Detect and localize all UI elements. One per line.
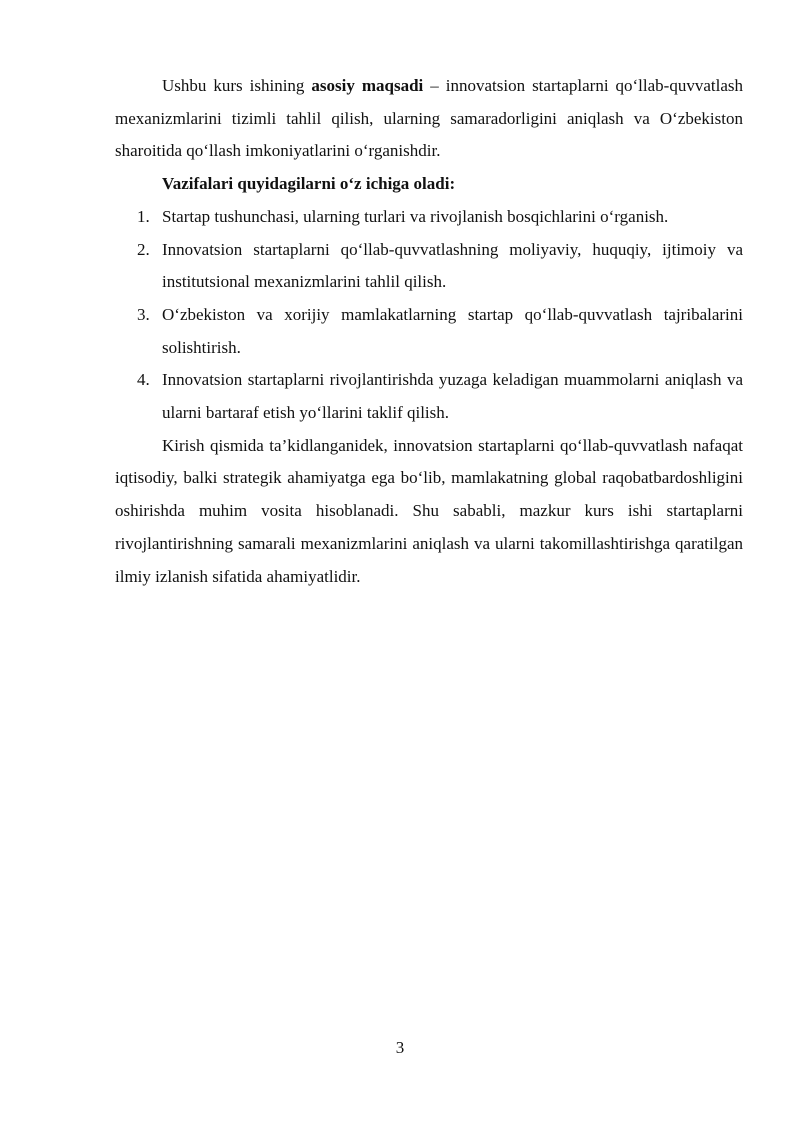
list-item-number: 2. — [137, 239, 150, 259]
intro-text-end: – innovatsion startaplarni qo‘llab-quvvatlash mexanizmlarini tizimli tahlil qilish, ularning samaradorligini aniqlash va O‘zbekiston sharoitida qo‘llash imkoniyatlarini o‘rganishdir. — [115, 76, 743, 161]
list-item — [115, 234, 743, 299]
list-item-text: Innovatsion startaplarni rivojlantirishda yuzaga keladigan muammolarni aniqlash va ularni bartaraf etish yo‘llarini taklif qilish. — [162, 370, 743, 423]
conclusion-paragraph: Kirish qismida ta’kidlanganidek, innovatsion startaplarni qo‘llab-quvvatlash nafaqat iqtisodiy, balki strategik ahamiyatga ega bo‘lib, mamlakatning global raqobatbardoshligini oshirishda muhim vosita hisoblanadi. Shu sababli, mazkur kurs ishi startaplarni rivojlantirishning samarali mexanizmlarini aniqlash va ularni takomillashtirishga qaratilgan ilmiy izlanish sifatida ahamiyatlidir. — [115, 435, 743, 586]
list-item-number: 4. — [137, 370, 150, 390]
intro-bold-term: asosiy maqsadi — [311, 76, 424, 95]
list-item-text: Innovatsion startaplarni qo‘llab-quvvatlashning moliyaviy, huquqiy, ijtimoiy va institutsional mexanizmlarini tahlil qilish. — [162, 239, 743, 292]
tasks-list — [115, 201, 743, 430]
tasks-heading: Vazifalari quyidagilarni o‘z ichiga oladi: — [162, 174, 456, 194]
list-item — [115, 299, 743, 364]
list-item-number: 3. — [137, 304, 150, 324]
list-item-text: O‘zbekiston va xorijiy mamlakatlarning startap qo‘llab-quvvatlash tajribalarini solishtirish. — [162, 304, 743, 357]
list-item-text: Startap tushunchasi, ularning turlari va rivojlanish bosqichlarini o‘rganish. — [162, 206, 669, 226]
page-content — [115, 70, 743, 593]
list-item — [115, 201, 743, 234]
list-item — [115, 364, 743, 429]
list-item-number: 1. — [137, 206, 150, 226]
intro-text-start: Ushbu kurs ishining — [162, 76, 312, 95]
intro-paragraph — [115, 70, 743, 168]
page-number: 3 — [395, 1038, 405, 1057]
